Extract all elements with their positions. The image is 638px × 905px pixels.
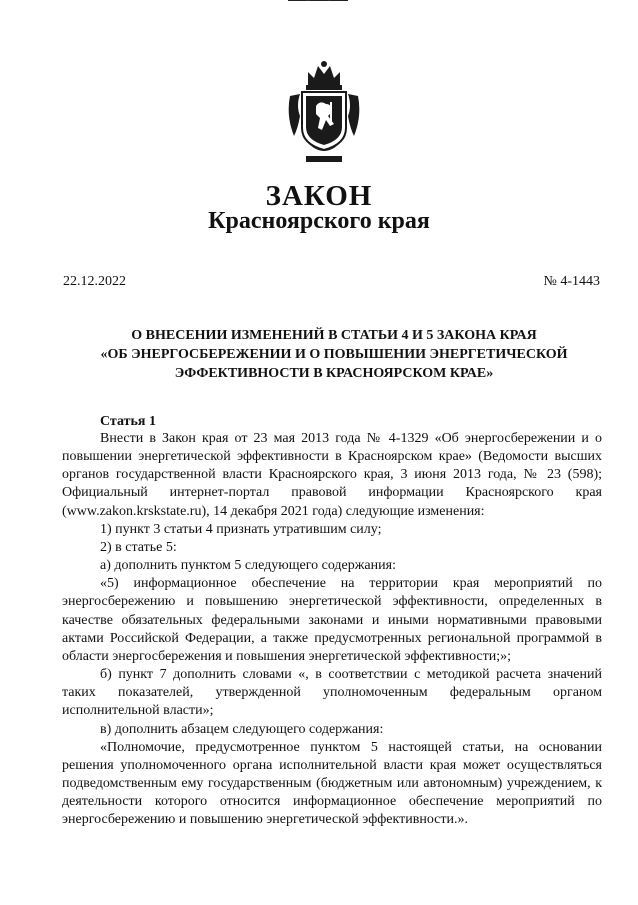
krasnoyarsk-coat-of-arms-icon bbox=[284, 58, 364, 170]
law-heading-line: О ВНЕСЕНИИ ИЗМЕНЕНИЙ В СТАТЬИ 4 И 5 ЗАКОНА КРАЯ bbox=[131, 328, 537, 343]
article-paragraph: 2) в статье 5: bbox=[100, 539, 177, 555]
article-paragraph: в) дополнить абзацем следующего содержания: bbox=[100, 721, 384, 737]
article-paragraph: «Полномочие, предусмотренное пунктом 5 настоящей статьи, на основании решения уполномоченного органа исполнительной власти края может осуществляться подведомственным ему государственным (бюджетным или автономным) учреждением, к деятельности которого относится информационное обеспечение мероприятий по энергосбережению и повышению энергетической эффективности.». bbox=[62, 739, 602, 828]
page-top-mark bbox=[288, 0, 348, 4]
law-number: № 4-1443 bbox=[543, 274, 600, 289]
article-paragraph: Внести в Закон края от 23 мая 2013 года № 4-1329 «Об энергосбережении и о повышении энергетической эффективности в Красноярском крае» (Ведомости высших органов государственной власти Красноярского края, 3 июня 2013 года, № 23 (598); Официальный интернет-портал правовой информации Красноярского края (www.zakon.krskstate.ru), 14 декабря 2021 года) следующие изменения: bbox=[62, 431, 602, 519]
article-paragraph: 1) пункт 3 статьи 4 признать утратившим силу; bbox=[100, 521, 382, 537]
law-date: 22.12.2022 bbox=[63, 274, 126, 289]
article-paragraph: «5) информационное обеспечение на территории края мероприятий по энергосбережению и повышению энергетической эффективности, определенных в качестве обязательных федеральными законами и иными нормативными правовыми актами Российской Федерации, а также предусмотренных региональной программой в области энергосбережения и повышения энергетической эффективности;»; bbox=[62, 576, 602, 664]
article-title: Статья 1 bbox=[100, 414, 156, 429]
document-subtitle: Красноярского края bbox=[208, 208, 430, 234]
article-body bbox=[62, 430, 602, 829]
law-heading-line: ЭФФЕКТИВНОСТИ В КРАСНОЯРСКОМ КРАЕ» bbox=[174, 366, 494, 381]
law-heading bbox=[60, 326, 608, 383]
document-title: ЗАКОН bbox=[265, 180, 373, 212]
article-paragraph: б) пункт 7 дополнить словами «, в соответствии с методикой расчета значений таких показателей, утвержденной уполномоченным федеральным органом исполнительной власти»; bbox=[62, 667, 602, 719]
law-heading-line: «ОБ ЭНЕРГОСБЕРЕЖЕНИИ И О ПОВЫШЕНИИ ЭНЕРГЕТИЧЕСКОЙ bbox=[100, 347, 568, 362]
article-paragraph: а) дополнить пунктом 5 следующего содержания: bbox=[100, 558, 396, 574]
